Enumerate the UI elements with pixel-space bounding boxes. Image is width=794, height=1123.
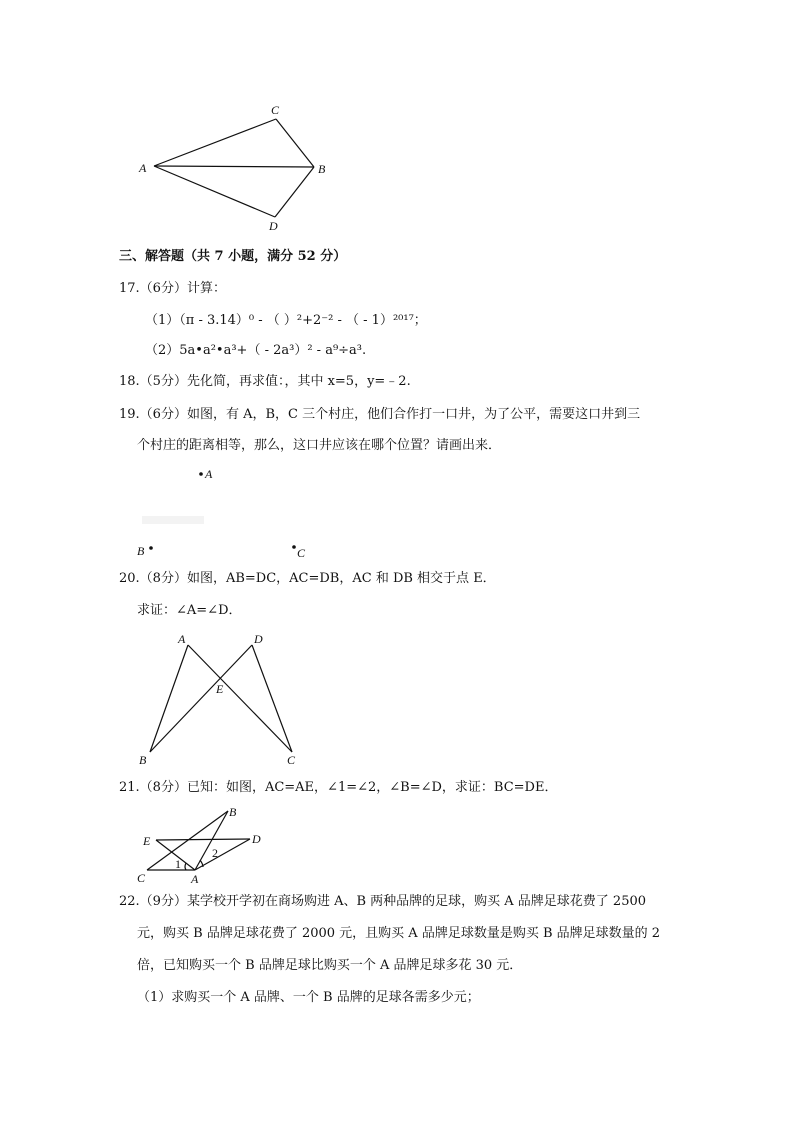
label-a: A	[139, 161, 147, 175]
q22-line1: 22.（9分）某学校开学初在商场购进 A、B 两种品牌的足球，购买 A 品牌足球花费了 2500	[119, 894, 647, 909]
label-a: A	[205, 467, 213, 481]
label-angle-2: 2	[212, 846, 218, 860]
q17-stem: 17.（6分）计算：	[119, 281, 226, 296]
segment-ac	[188, 645, 292, 752]
section-title: 三、解答题（共 7 小题，满分 52 分）	[119, 249, 347, 264]
segment-ad	[154, 166, 275, 217]
q20-line1: 20.（8分）如图，AB=DC，AC=DB，AC 和 DB 相交于点 E．	[119, 571, 496, 586]
angle-1-arc	[185, 863, 186, 870]
label-b: B	[318, 162, 326, 176]
label-b: B	[229, 805, 237, 819]
faint-watermark-mark	[142, 516, 204, 524]
label-c: C	[271, 103, 280, 117]
label-c: C	[287, 753, 296, 767]
figure-q21	[130, 800, 280, 890]
label-d: D	[254, 632, 263, 646]
label-e: E	[143, 834, 151, 848]
segment-dc	[252, 645, 292, 752]
q19-line1: 19.（6分）如图，有 A，B，C 三个村庄，他们合作打一口井，为了公平，需要这口井到三	[119, 407, 641, 422]
segment-ac	[154, 119, 276, 166]
label-a: A	[191, 872, 199, 886]
q22-part1: （1）求购买一个 A 品牌、一个 B 品牌的足球各需多少元；	[137, 990, 480, 1005]
point-c	[292, 545, 296, 549]
figure-q19-villages	[130, 460, 330, 565]
segment-db	[275, 167, 314, 217]
label-b: B	[139, 753, 147, 767]
label-e: E	[216, 682, 224, 696]
label-a: A	[178, 632, 186, 646]
segment-ed	[156, 839, 250, 840]
segment-db	[150, 645, 252, 752]
segment-cb	[276, 119, 314, 167]
label-angle-1: 1	[175, 857, 181, 871]
q21-line1: 21.（8分）已知：如图，AC=AE，∠1=∠2，∠B=∠D，求证：BC=DE．	[119, 780, 558, 795]
q18-text: 18.（5分）先化简，再求值：，其中 x=5，y=﹣2.	[119, 374, 411, 389]
segment-ab	[150, 645, 188, 752]
point-a	[199, 472, 203, 476]
q19-line2: 个村庄的距离相等，那么，这口井应该在哪个位置？请画出来．	[137, 438, 502, 453]
label-d: D	[269, 219, 278, 233]
label-c: C	[137, 871, 146, 885]
figure-q16-kite	[130, 100, 340, 240]
point-b	[149, 546, 153, 550]
q17-part1: （1）（π - 3.14）⁰ - （ ）²+2⁻² - （ - 1）²⁰¹⁷；	[145, 313, 427, 328]
q22-line2: 元，购买 B 品牌足球花费了 2000 元，且购买 A 品牌足球数量是购买 B 品牌足球数量的 2	[137, 926, 661, 941]
label-c: C	[297, 546, 306, 560]
q20-line2: 求证：∠A=∠D．	[137, 603, 242, 618]
figure-q20-crossed-triangles	[130, 625, 310, 770]
segment-ab	[154, 166, 314, 167]
q17-part2: （2）5a•a²•a³+（ - 2a³）² - a⁹÷a³.	[145, 343, 367, 358]
label-b: B	[137, 544, 145, 558]
q22-line3: 倍，已知购买一个 B 品牌足球比购买一个 A 品牌足球多花 30 元．	[137, 958, 523, 973]
label-d: D	[252, 832, 261, 846]
